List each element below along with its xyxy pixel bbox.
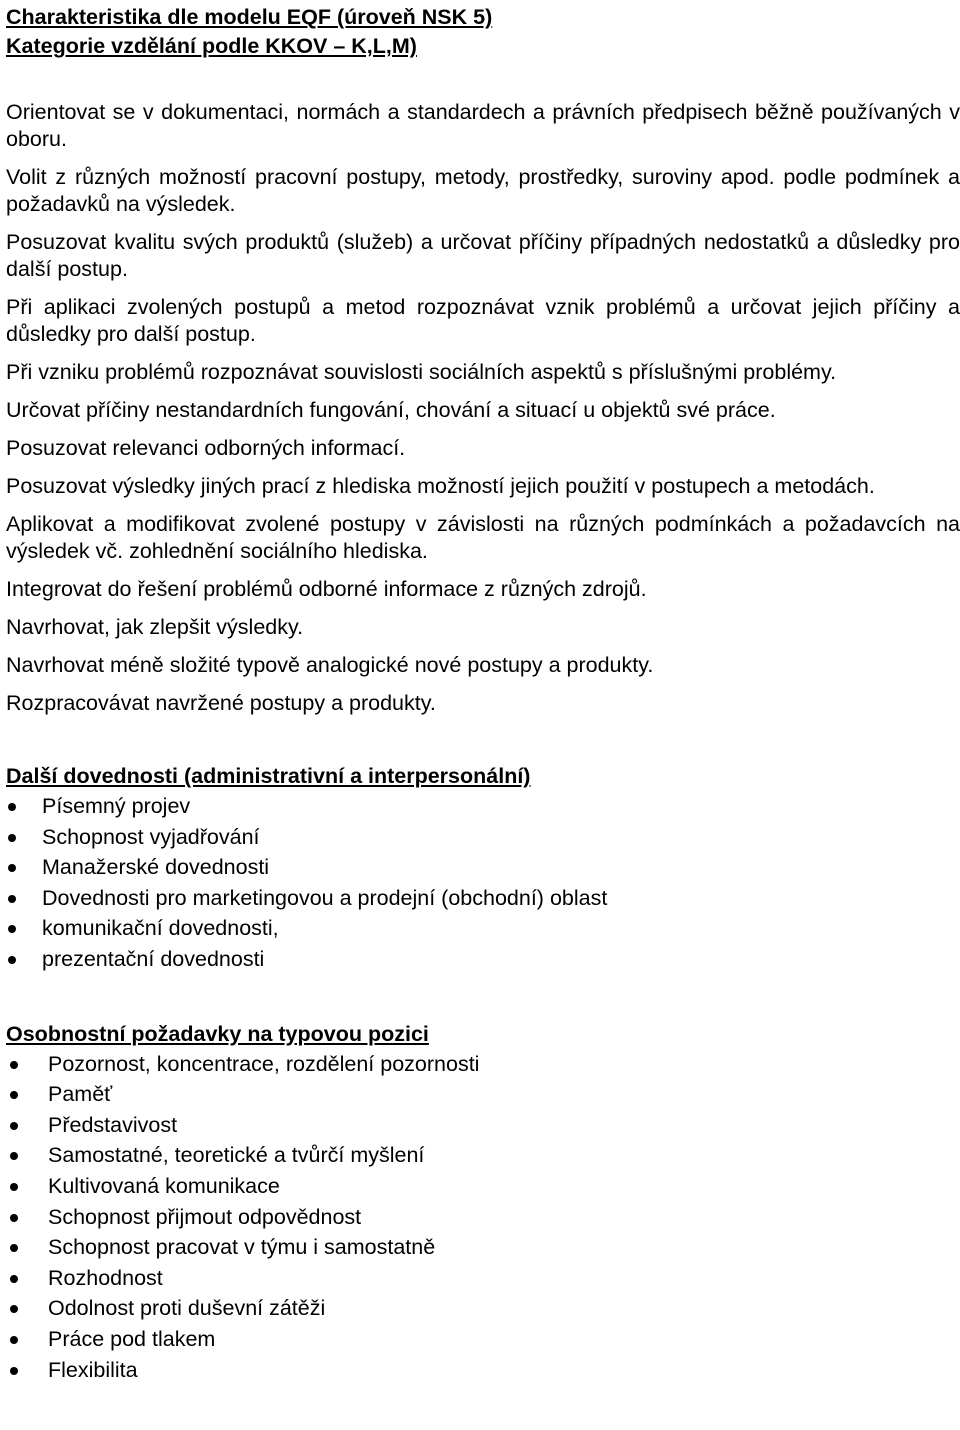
list-item (6, 1293, 960, 1324)
personal-section-title: Osobnostní požadavky na typovou pozici (6, 1021, 429, 1046)
list-item-label: Kultivovaná komunikace (48, 1173, 280, 1198)
paragraph: Integrovat do řešení problémů odborné informace z různých zdrojů. (6, 577, 647, 601)
paragraph: Aplikovat a modifikovat zvolené postupy v závislosti na různých podmínkách a požadavcích na výsledek vč. zohlednění sociálního hlediska. (6, 512, 960, 563)
paragraph: Posuzovat kvalitu svých produktů (služeb) a určovat příčiny případných nedostatků a důsledky pro další postup. (6, 230, 960, 281)
list-item-label: Dovednosti pro marketingovou a prodejní (obchodní) oblast (42, 885, 608, 910)
bullet-icon (10, 1275, 18, 1283)
bullet-icon (10, 1122, 18, 1130)
list-item (6, 852, 960, 883)
bullet-icon (10, 1152, 18, 1160)
list-item (6, 822, 960, 853)
bullet-icon (10, 1367, 18, 1375)
list-item-label: Odolnost proti duševní zátěži (48, 1296, 326, 1321)
list-item (6, 1049, 960, 1080)
list-item (6, 944, 960, 975)
list-item (6, 1110, 960, 1141)
list-item (6, 1079, 960, 1110)
document-page (6, 0, 960, 1385)
bullet-icon (8, 956, 16, 964)
list-item-label: Pozornost, koncentrace, rozdělení pozornosti (48, 1051, 480, 1076)
list-item (6, 1202, 960, 1233)
paragraph: Určovat příčiny nestandardních fungování, chování a situací u objektů své práce. (6, 398, 776, 422)
bullet-icon (8, 803, 16, 811)
bullet-icon (8, 925, 16, 933)
list-item (6, 1324, 960, 1355)
list-item-label: komunikační dovednosti, (42, 916, 279, 941)
header-kkov: Kategorie vzdělání podle KKOV – K,L,M) (6, 34, 417, 58)
list-item-label: Rozhodnost (48, 1265, 163, 1290)
bullet-icon (10, 1183, 18, 1191)
list-item-label: Práce pod tlakem (48, 1326, 216, 1351)
bullet-icon (10, 1244, 18, 1252)
bullet-icon (8, 834, 16, 842)
list-item-label: Paměť (48, 1082, 113, 1107)
list-item (6, 791, 960, 822)
list-item-label: Představivost (48, 1112, 178, 1137)
list-item-label: Samostatné, teoretické a tvůrčí myšlení (48, 1143, 425, 1168)
bullet-icon (10, 1214, 18, 1222)
list-item-label: Schopnost vyjadřování (42, 824, 260, 849)
competency-paragraphs (6, 99, 960, 717)
list-item (6, 913, 960, 944)
skills-section-title: Další dovednosti (administrativní a interpersonální) (6, 764, 531, 788)
bullet-icon (8, 895, 16, 903)
paragraph: Při aplikaci zvolených postupů a metod rozpoznávat vznik problémů a určovat jejich příčiny a důsledky pro další postup. (6, 295, 960, 346)
list-item (6, 883, 960, 914)
list-item (6, 1232, 960, 1263)
paragraph: Rozpracovávat navržené postupy a produkty. (6, 691, 436, 715)
paragraph: Posuzovat relevanci odborných informací. (6, 436, 406, 460)
paragraph: Při vzniku problémů rozpoznávat souvislosti sociálních aspektů s příslušnými problémy. (6, 360, 837, 384)
paragraph: Posuzovat výsledky jiných prací z hlediska možností jejich použití v postupech a metodách. (6, 474, 875, 498)
list-item (6, 1263, 960, 1294)
bullet-icon (10, 1336, 18, 1344)
list-item-label: Schopnost přijmout odpovědnost (48, 1204, 362, 1229)
bullet-icon (10, 1091, 18, 1099)
bullet-icon (10, 1061, 18, 1069)
personal-list (6, 1049, 960, 1386)
bullet-icon (8, 864, 16, 872)
list-item (6, 1140, 960, 1171)
list-item-label: Manažerské dovednosti (42, 855, 270, 880)
paragraph: Volit z různých možností pracovní postupy, metody, prostředky, suroviny apod. podle podmínek a požadavků na výsledek. (6, 165, 960, 216)
list-item-label: prezentační dovednosti (42, 946, 265, 971)
paragraph: Navrhovat méně složité typově analogické nové postupy a produkty. (6, 653, 654, 677)
bullet-icon (10, 1305, 18, 1313)
list-item-label: Písemný projev (42, 794, 191, 818)
paragraph: Orientovat se v dokumentaci, normách a standardech a právních předpisech běžně používaných v oboru. (6, 100, 960, 151)
list-item (6, 1171, 960, 1202)
paragraph: Navrhovat, jak zlepšit výsledky. (6, 615, 304, 639)
list-item-label: Flexibilita (48, 1357, 138, 1382)
header-eqf: Charakteristika dle modelu EQF (úroveň NSK 5) (6, 5, 493, 29)
list-item-label: Schopnost pracovat v týmu i samostatně (48, 1235, 436, 1260)
skills-list (6, 791, 960, 975)
list-item (6, 1355, 960, 1386)
